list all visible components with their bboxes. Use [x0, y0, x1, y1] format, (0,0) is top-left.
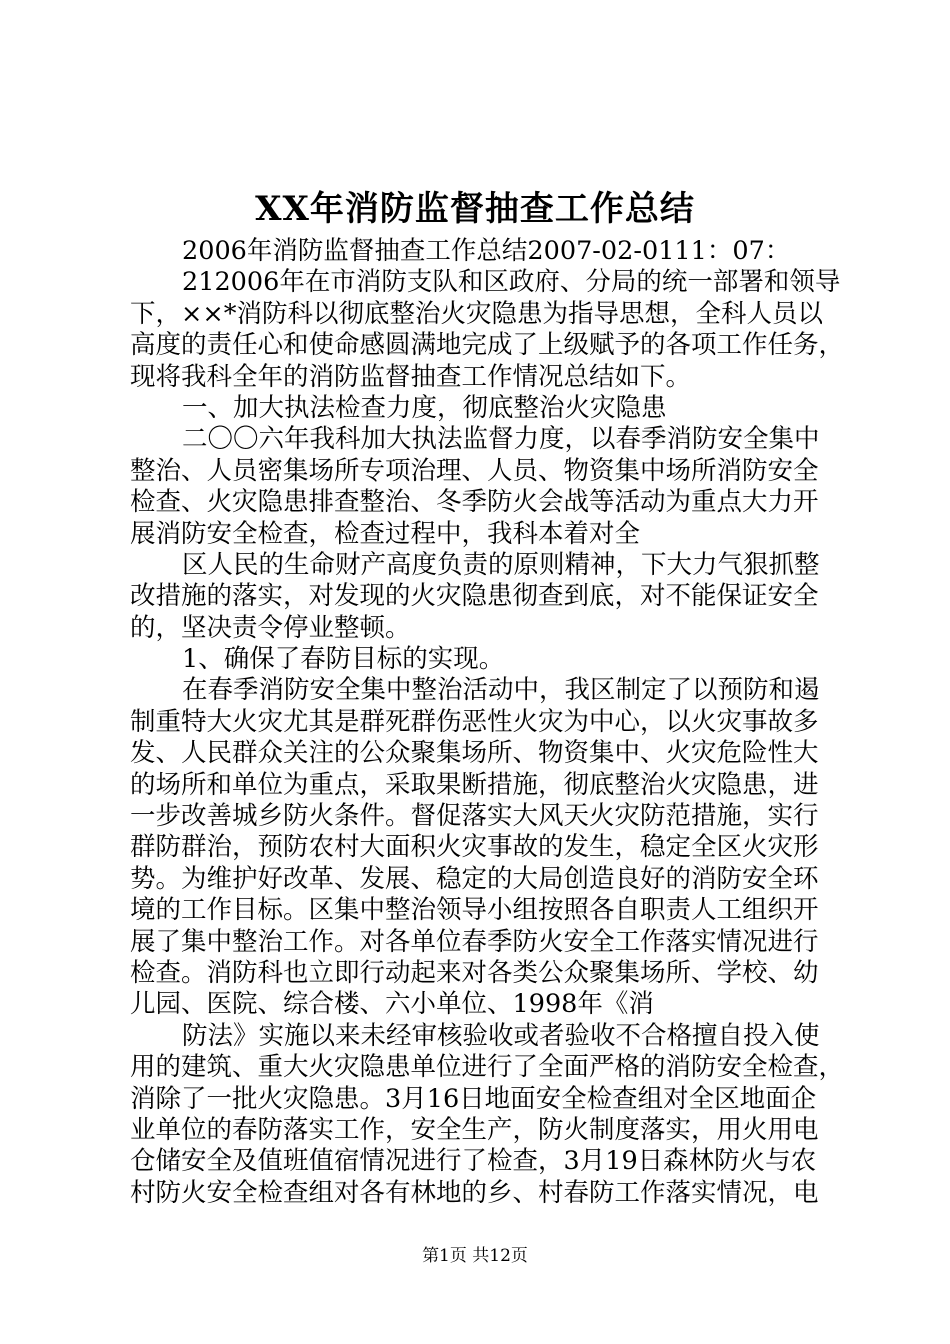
body-line: 防法》实施以来未经审核验收或者验收不合格擅自投入使	[182, 1020, 820, 1051]
subsection-heading: 1、确保了春防目标的实现。	[182, 644, 505, 675]
body-line: 高度的责任心和使命感圆满地完成了上级赋予的各项工作任务，	[130, 330, 845, 361]
page-number: 第1页 共12页	[422, 1246, 528, 1266]
body-line: 展消防安全检查，检查过程中，我科本着对全	[130, 518, 641, 549]
body-line: 现将我科全年的消防监督抽查工作情况总结如下。	[130, 361, 692, 392]
body-line: 展了集中整治工作。对各单位春季防火安全工作落实情况进行	[130, 926, 819, 957]
body-line: 改措施的落实，对发现的火灾隐患彻查到底，对不能保证安全	[130, 581, 819, 612]
body-line: 的场所和单位为重点，采取果断措施，彻底整治火灾隐患，进	[130, 769, 819, 800]
document-title: XX年消防监督抽查工作总结	[255, 189, 695, 229]
body-line: 在春季消防安全集中整治活动中，我区制定了以预防和遏	[182, 675, 820, 706]
body-line: 势。为维护好改革、发展、稳定的大局创造良好的消防安全环	[130, 863, 819, 894]
body-line: 用的建筑、重大火灾隐患单位进行了全面严格的消防安全检查，	[130, 1052, 845, 1083]
body-line: 检查、火灾隐患排查整治、冬季防火会战等活动为重点大力开	[130, 487, 819, 518]
body-line: 二〇〇六年我科加大执法监督力度，以春季消防安全集中	[182, 424, 820, 455]
section-heading: 一、加大执法检查力度，彻底整治火灾隐患	[182, 392, 667, 423]
body-line: 村防火安全检查组对各有林地的乡、村春防工作落实情况，电	[130, 1177, 819, 1208]
document-body	[130, 236, 845, 1209]
body-line: 儿园、医院、综合楼、六小单位、1998年《消	[130, 989, 654, 1020]
body-line: 境的工作目标。区集中整治领导小组按照各自职责人工组织开	[130, 895, 819, 926]
body-line: 一步改善城乡防火条件。督促落实大风天火灾防范措施，实行	[130, 801, 819, 832]
body-line: 制重特大火灾尤其是群死群伤恶性火灾为中心，以火灾事故多	[130, 706, 819, 737]
body-line: 群防群治，预防农村大面积火灾事故的发生，稳定全区火灾形	[130, 832, 819, 863]
body-line: 消除了一批火灾隐患。3月16日地面安全检查组对全区地面企	[130, 1083, 817, 1114]
body-line: 业单位的春防落实工作，安全生产，防火制度落实，用火用电	[130, 1114, 819, 1145]
body-line: 下，××*消防科以彻底整治火灾隐患为指导思想，全科人员以	[130, 298, 823, 329]
body-line: 发、人民群众关注的公众聚集场所、物资集中、火灾危险性大	[130, 738, 819, 769]
body-line: 检查。消防科也立即行动起来对各类公众聚集场所、学校、幼	[130, 957, 819, 988]
body-line: 的，坚决责令停业整顿。	[130, 612, 411, 643]
body-line: 整治、人员密集场所专项治理、人员、物资集中场所消防安全	[130, 455, 819, 486]
body-line: 212006年在市消防支队和区政府、分局的统一部署和领导	[182, 267, 841, 298]
body-line: 区人民的生命财产高度负责的原则精神，下大力气狠抓整	[182, 549, 820, 580]
body-line: 仓储安全及值班值宿情况进行了检查，3月19日森林防火与农	[130, 1146, 817, 1177]
body-line: 2006年消防监督抽查工作总结2007-02-0111：07：	[182, 236, 791, 266]
